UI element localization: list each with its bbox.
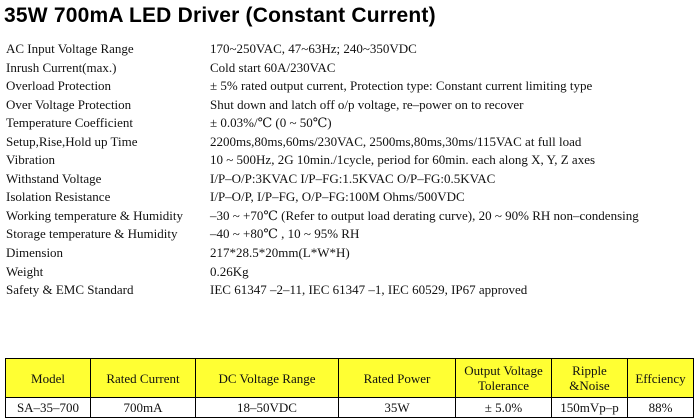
column-header: Output Voltage Tolerance: [456, 359, 552, 398]
spec-row: [6, 225, 696, 244]
spec-row: [6, 77, 696, 96]
spec-label: Dimension: [6, 245, 64, 261]
spec-row: [6, 244, 696, 263]
column-header: Model: [6, 359, 91, 398]
spec-value: IEC 61347 –2–11, IEC 61347 –1, IEC 60529, IP67 approved: [210, 282, 528, 298]
spec-label: Temperature Coefficient: [6, 115, 133, 131]
spec-value: ± 0.03%/℃ (0 ~ 50℃): [210, 115, 332, 131]
spec-row: [6, 151, 696, 170]
column-header: Effciency: [628, 359, 694, 398]
spec-value: 2200ms,80ms,60ms/230VAC, 2500ms,80ms,30ms/115VAC at full load: [210, 133, 582, 149]
column-header: Rated Power: [339, 359, 456, 398]
spec-row: [6, 96, 696, 115]
spec-label: Isolation Resistance: [6, 189, 111, 205]
spec-label: Storage temperature & Humidity: [6, 226, 178, 242]
spec-value: 217*28.5*20mm(L*W*H): [210, 245, 350, 261]
spec-label: Vibration: [6, 152, 56, 168]
spec-label: Inrush Current(max.): [6, 59, 117, 75]
table-cell: 88%: [628, 398, 694, 418]
spec-label: Withstand Voltage: [6, 170, 102, 186]
model-table: [5, 358, 694, 418]
spec-row: [6, 188, 696, 207]
spec-value: 170~250VAC, 47~63Hz; 240~350VDC: [210, 41, 417, 56]
table-row: [6, 398, 694, 418]
spec-label: Overload Protection: [6, 78, 112, 94]
spec-row: [6, 133, 696, 152]
spec-value: I/P–O/P:3KVAC I/P–FG:1.5KVAC O/P–FG:0.5KVAC: [210, 170, 496, 186]
spec-label: Setup,Rise,Hold up Time: [6, 133, 138, 149]
spec-label: Safety & EMC Standard: [6, 282, 134, 298]
table-cell: 150mVp–p: [552, 398, 628, 418]
spec-value: Shut down and latch off o/p voltage, re–power on to recover: [210, 96, 524, 112]
column-header: Rated Current: [91, 359, 196, 398]
spec-row: [6, 40, 696, 59]
column-header: Ripple &Noise: [552, 359, 628, 398]
spec-row: [6, 281, 696, 300]
table-cell: 18–50VDC: [196, 398, 339, 418]
spec-value: –40 ~ +80℃ , 10 ~ 95% RH: [210, 226, 360, 242]
spec-row: [6, 114, 696, 133]
spec-value: 10 ~ 500Hz, 2G 10min./1cycle, period for 60min. each along X, Y, Z axes: [210, 152, 596, 168]
spec-row: [6, 207, 696, 226]
spec-label: AC Input Voltage Range: [6, 41, 134, 56]
page-title: 35W 700mA LED Driver (Constant Current): [4, 4, 436, 27]
table-cell: ± 5.0%: [456, 398, 552, 418]
spec-value: I/P–O/P, I/P–FG, O/P–FG:100M Ohms/500VDC: [210, 189, 465, 205]
spec-row: [6, 59, 696, 78]
spec-value: Cold start 60A/230VAC: [210, 59, 336, 75]
spec-label: Weight: [6, 263, 44, 279]
table-header-row: [6, 359, 694, 398]
table-cell: SA–35–700: [6, 398, 91, 418]
table-cell: 700mA: [91, 398, 196, 418]
spec-value: 0.26Kg: [210, 263, 249, 279]
spec-value: ± 5% rated output current, Protection type: Constant current limiting type: [210, 78, 593, 94]
spec-row: [6, 170, 696, 189]
spec-value: –30 ~ +70℃ (Refer to output load derating curve), 20 ~ 90% RH non–condensing: [210, 207, 639, 223]
spec-label: Working temperature & Humidity: [6, 207, 183, 223]
column-header: DC Voltage Range: [196, 359, 339, 398]
spec-list: [6, 40, 696, 300]
spec-label: Over Voltage Protection: [6, 96, 132, 112]
spec-row: [6, 263, 696, 282]
table-cell: 35W: [339, 398, 456, 418]
